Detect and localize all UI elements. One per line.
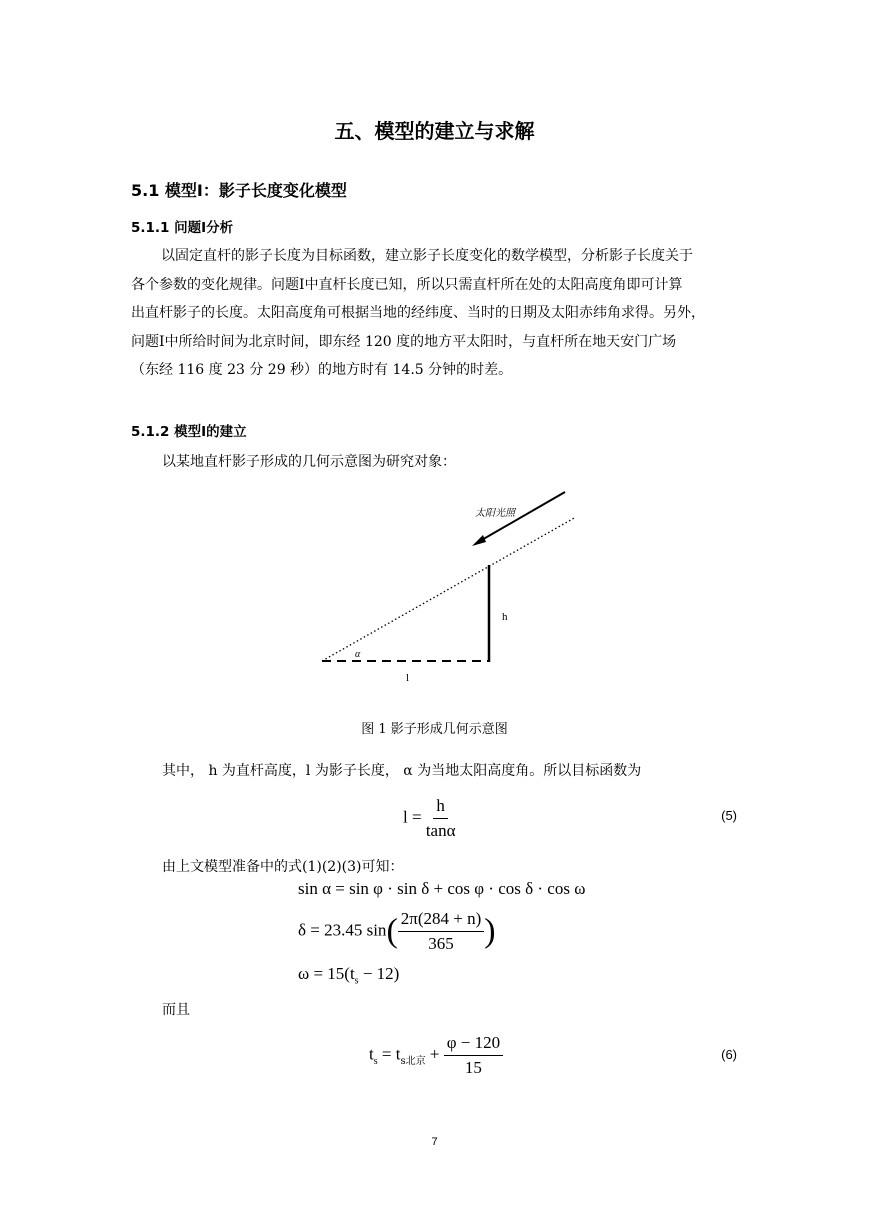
and-line: 而且 [162, 1002, 190, 1018]
eq-omega-main: ω = 15(t [298, 964, 355, 983]
equation-5 [403, 796, 456, 841]
pole-height-label: h [502, 611, 508, 623]
eq-delta-lhs: δ = 23.45 sin [298, 920, 387, 940]
angle-alpha-label: α [355, 649, 361, 660]
page-title: 五、模型的建立与求解 [334, 119, 535, 143]
eq6-plus: + [425, 1044, 444, 1064]
paragraph-line: 出直杆影子的长度。太阳高度角可根据当地的经纬度、当时的日期及太阳赤纬角求得。另外， [131, 305, 705, 322]
eq6-rhs-subscript: s北京 [400, 1055, 426, 1067]
eq6-numerator: φ − 120 [444, 1033, 503, 1056]
equation-number-5: (5) [721, 808, 737, 823]
eq5-fraction [426, 796, 456, 841]
section-heading-5-1: 5.1 模型Ⅰ：影子长度变化模型 [131, 181, 347, 200]
eq-omega-subscript: s [354, 975, 359, 987]
intro-line: 以某地直杆影子形成的几何示意图为研究对象： [162, 454, 456, 470]
equation-declination: δ = 23.45 sin( $\frac{2\pi(284 + n)}{365}$ ) [298, 909, 496, 953]
paragraph-line: 各个参数的变化规律。问题Ⅰ中直杆长度已知，所以只需直杆所在处的太阳高度角即可计算 [131, 276, 683, 293]
eq6-lhs: t [369, 1044, 374, 1064]
eq5-denominator: tanα [425, 821, 456, 840]
equation-number-6: (6) [721, 1047, 737, 1062]
subsection-heading-5-1-1: 5.1.1 问题Ⅰ分析 [131, 220, 234, 236]
eq-delta-denominator: 365 [428, 934, 454, 953]
paragraph-line: 问题Ⅰ中所给时间为北京时间，即东经 120 度的地方平太阳时，与直杆所在地天安门广场 [131, 333, 677, 350]
eq6-fraction [444, 1033, 503, 1078]
sun-ray-line [322, 517, 576, 661]
source-equations-line: 由上文模型准备中的式(1)(2)(3)可知： [162, 859, 404, 875]
paragraph-line: 以固定直杆的影子长度为目标函数，建立影子长度变化的数学模型，分析影子长度关于 [161, 248, 693, 264]
sunlight-label: 太阳光照 [475, 508, 515, 519]
eq6-lhs-subscript: s [373, 1055, 378, 1067]
eq6-denominator: 15 [464, 1058, 482, 1077]
equation-6 [369, 1033, 503, 1078]
eq5-lhs: l = [403, 807, 422, 827]
shadow-geometry-figure [300, 485, 600, 695]
eq-delta-numerator: 2π(284 + n) [398, 909, 485, 932]
equation-hour-angle [298, 964, 399, 986]
page-number: 7 [431, 1136, 438, 1148]
equation-sin-alpha: sin α = sin φ · sin δ + cos φ · cos δ · cos ω [298, 879, 586, 898]
shadow-length-label: l [406, 672, 410, 684]
eq6-equals: = t [377, 1044, 401, 1064]
sunlight-arrowhead [472, 535, 486, 546]
paragraph-line: （东经 116 度 23 分 29 秒）的地方时有 14.5 分钟的时差。 [131, 362, 513, 379]
analysis-paragraph [131, 242, 739, 385]
figure-caption: 图 1 影子形成几何示意图 [361, 722, 508, 737]
subsection-heading-5-1-2: 5.1.2 模型Ⅰ的建立 [131, 424, 247, 440]
eq5-numerator: h [433, 796, 448, 819]
eq-omega-tail: − 12) [358, 964, 400, 983]
definition-line: 其中， h 为直杆高度，l 为影子长度， α 为当地太阳高度角。所以目标函数为 [162, 763, 642, 779]
eq-delta-fraction [398, 909, 485, 954]
